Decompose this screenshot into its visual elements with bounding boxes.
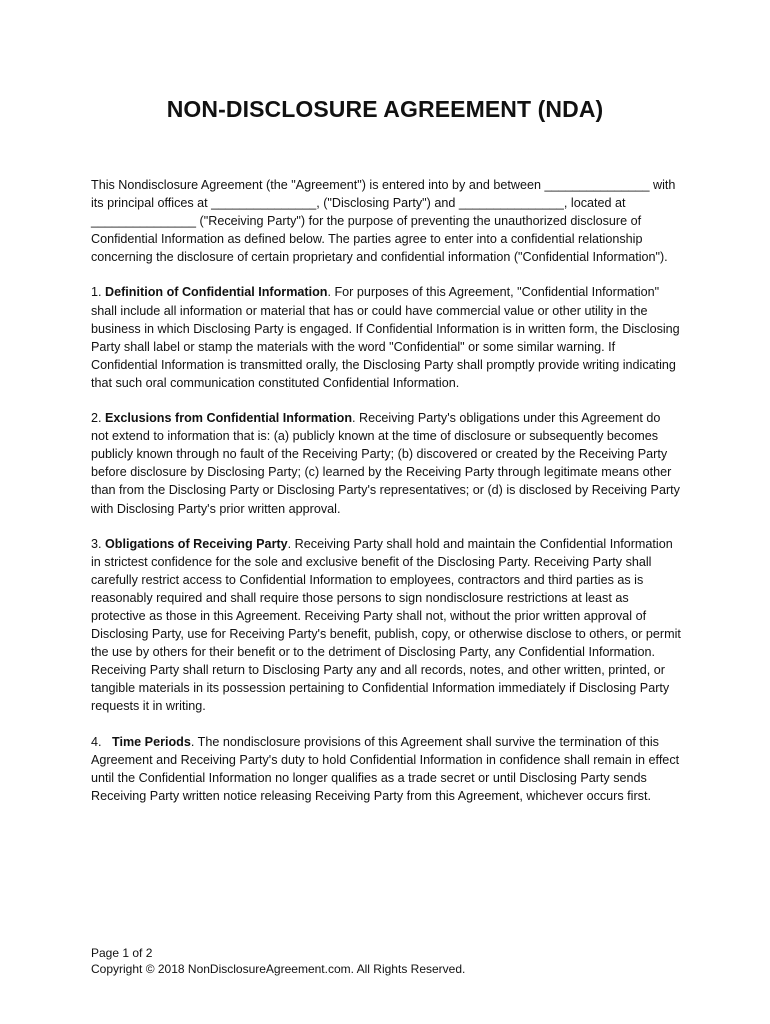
section-number: 4. bbox=[91, 734, 102, 749]
section-heading: Definition of Confidential Information bbox=[105, 285, 328, 300]
section-number: 2. bbox=[91, 411, 102, 426]
copyright-notice: Copyright © 2018 NonDisclosureAgreement.com. All Rights Reserved. bbox=[91, 961, 466, 976]
section-body: . The nondisclosure provisions of this Agreement shall survive the termination of this Agreement and Receiving Party's duty to hold Confidential Information in confidence shall remain in effect until the Confidential Information no longer qualifies as a trade secret or until Disclosing Party sends Receiving Party written notice releasing Receiving Party from this Agreement, whichever occurs first. bbox=[91, 734, 680, 803]
section-number: 1. bbox=[91, 285, 102, 300]
section-paragraph bbox=[91, 283, 681, 392]
document-body bbox=[91, 176, 681, 822]
section-heading: Exclusions from Confidential Information bbox=[105, 411, 353, 426]
section-paragraph bbox=[91, 535, 681, 716]
section-heading: Obligations of Receiving Party bbox=[105, 536, 288, 551]
section-body: . Receiving Party's obligations under this Agreement do not extend to information that is: (a) publicly known at the time of disclosure or subsequently becomes publicly known through no fault of the Receiving Party; (b) discovered or created by the Receiving Party before disclosure by Disclosing Party; (c) learned by the Receiving Party through legitimate means other than from the Disclosing Party or Disclosing Party's representatives; or (d) is disclosed by Receiving Party with Disclosing Party's prior written approval. bbox=[91, 411, 680, 516]
section-body: . Receiving Party shall hold and maintain the Confidential Information in strictest confidence for the sole and exclusive benefit of the Disclosing Party. Receiving Party shall carefully restrict access to Confidential Information to employees, contractors and third parties as is reasonably required and shall require those persons to sign nondisclosure restrictions at least as protective as those in this Agreement. Receiving Party shall not, without the prior written approval of Disclosing Party, use for Receiving Party's benefit, publish, copy, or otherwise disclose to others, or permit the use by others for their benefit or to the detriment of Disclosing Party, any Confidential Information. Receiving Party shall return to Disclosing Party any and all records, notes, and other written, printed, or tangible materials in its possession pertaining to Confidential Information immediately if Disclosing Party requests it in writing. bbox=[91, 536, 681, 714]
section-paragraph bbox=[91, 733, 681, 805]
section-paragraph bbox=[91, 409, 681, 518]
intro-paragraph: This Nondisclosure Agreement (the "Agreement") is entered into by and between _______________ with its principal offices at _______________, ("Disclosing Party") and _______________, located at _______________ ("Receiving Party") for the purpose of preventing the unauthorized disclosure of Confidential Information as defined below. The parties agree to enter into a confidential relationship concerning the disclosure of certain proprietary and confidential information ("Confidential Information"). bbox=[91, 178, 676, 265]
section-body: . For purposes of this Agreement, "Confidential Information" shall include all information or material that has or could have commercial value or other utility in the business in which Disclosing Party is engaged. If Confidential Information is in written form, the Disclosing Party shall label or stamp the materials with the word "Confidential" or some similar warning. If Confidential Information is transmitted orally, the Disclosing Party shall promptly provide writing indicating that such oral communication constituted Confidential Information. bbox=[91, 285, 680, 390]
page-number: Page 1 of 2 bbox=[91, 946, 153, 960]
section-number: 3. bbox=[91, 536, 102, 551]
section-heading: Time Periods bbox=[112, 734, 191, 749]
document-title: NON-DISCLOSURE AGREEMENT (NDA) bbox=[166, 96, 604, 122]
page-footer bbox=[91, 946, 691, 977]
